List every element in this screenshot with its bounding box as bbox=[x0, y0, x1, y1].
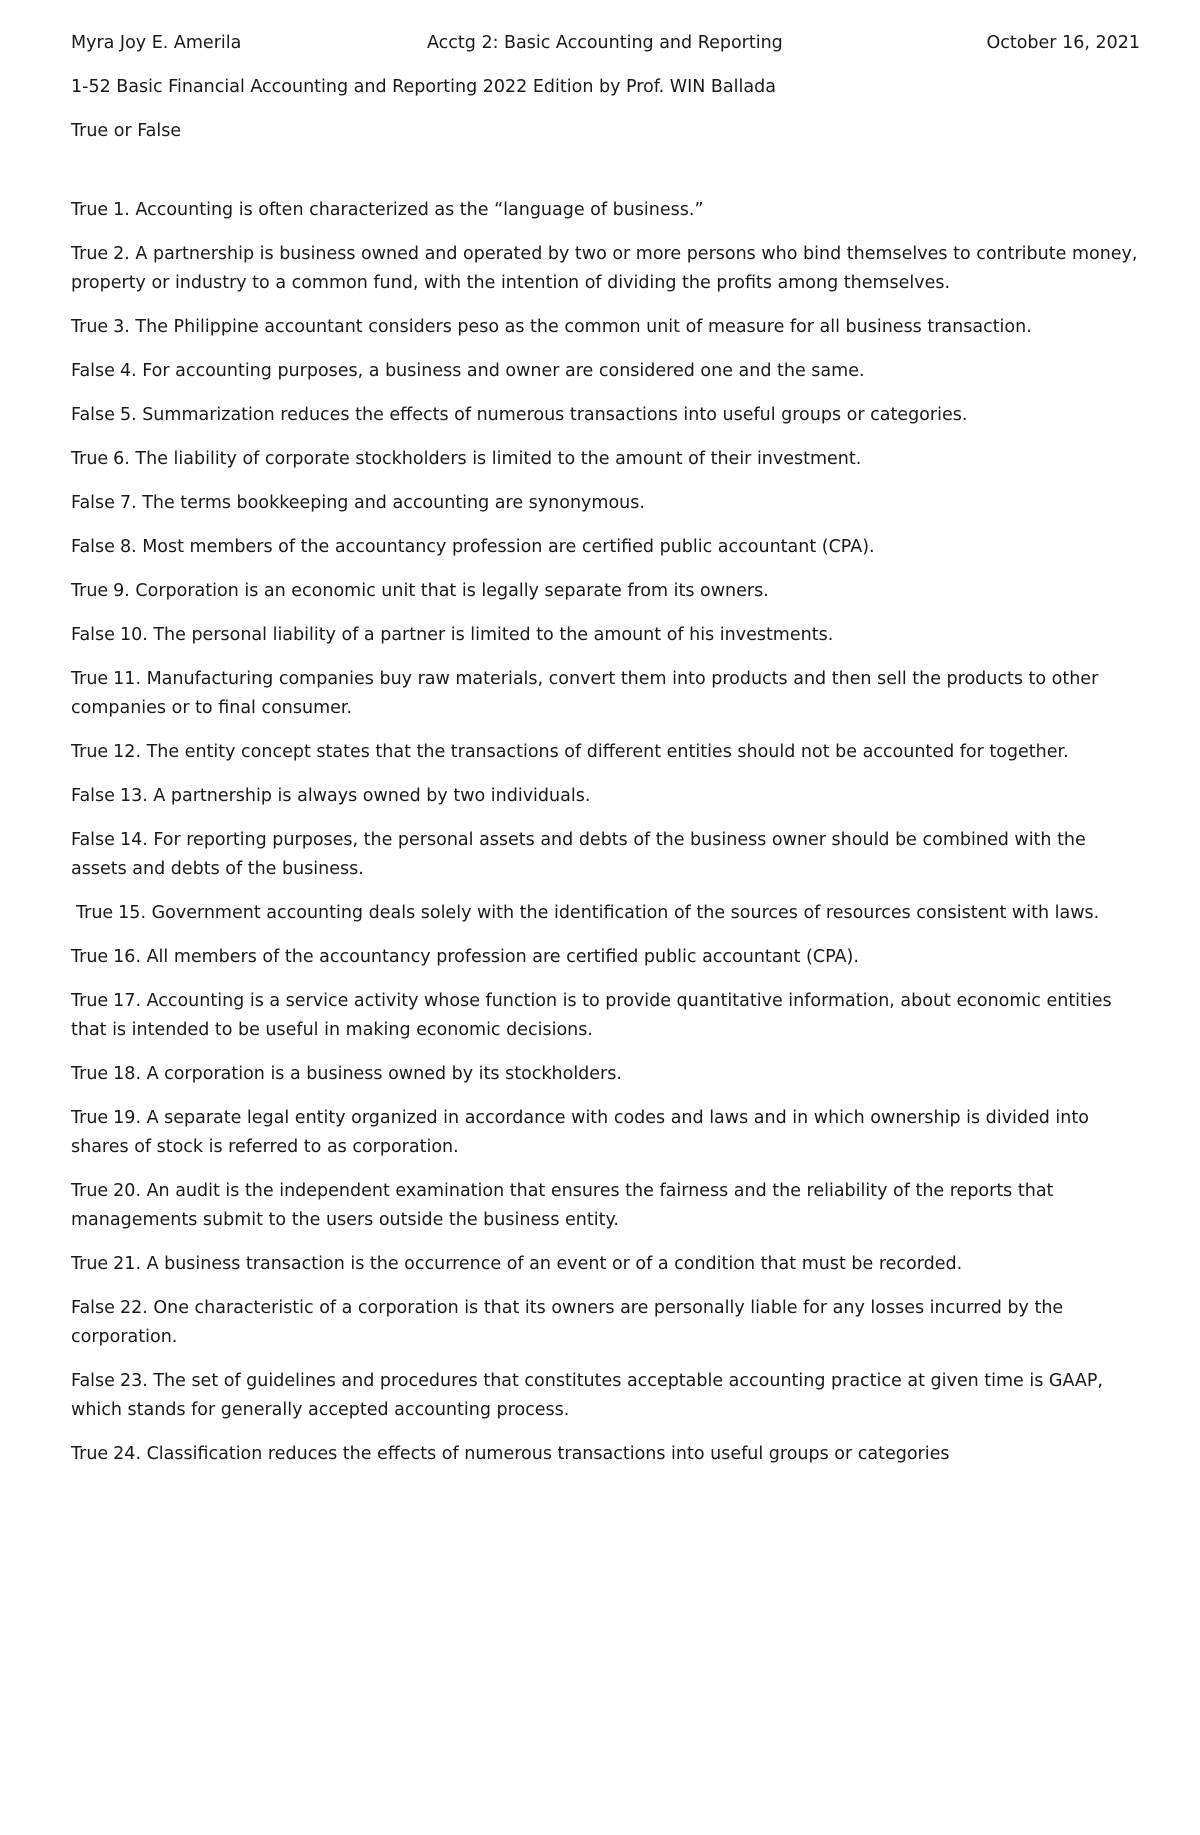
answer-label: True bbox=[71, 1064, 109, 1084]
question-text: 12. The entity concept states that the transactions of different entities should not be accounted for together. bbox=[113, 742, 1069, 762]
answer-label: True bbox=[71, 1254, 109, 1274]
page-header bbox=[71, 30, 1140, 56]
question-item bbox=[71, 357, 1140, 386]
question-text: 16. All members of the accountancy profession are certified public accountant (CPA). bbox=[113, 947, 859, 967]
question-list bbox=[71, 196, 1140, 1469]
question-text: 7. The terms bookkeeping and accounting are synonymous. bbox=[119, 493, 645, 513]
document-date: October 16, 2021 bbox=[986, 33, 1140, 53]
question-text: 9. Corporation is an economic unit that is legally separate from its owners. bbox=[113, 581, 769, 601]
source-line: 1-52 Basic Financial Accounting and Reporting 2022 Edition by Prof. WIN Ballada bbox=[71, 77, 776, 97]
question-text: 22. One characteristic of a corporation is that its owners are personally liable for any losses incurred by the corporation. bbox=[71, 1298, 1064, 1347]
question-item bbox=[71, 240, 1140, 298]
question-item bbox=[71, 1060, 1140, 1089]
answer-label: False bbox=[71, 493, 115, 513]
question-item bbox=[71, 196, 1140, 225]
question-text: 6. The liability of corporate stockholders is limited to the amount of their investment. bbox=[113, 449, 862, 469]
question-item bbox=[71, 826, 1140, 884]
question-text: 13. A partnership is always owned by two individuals. bbox=[119, 786, 591, 806]
question-item bbox=[71, 401, 1140, 430]
question-item bbox=[71, 738, 1140, 767]
question-item bbox=[71, 621, 1140, 650]
question-text: 10. The personal liability of a partner is limited to the amount of his investments. bbox=[119, 625, 834, 645]
question-item bbox=[71, 313, 1140, 342]
answer-label: True bbox=[71, 1181, 109, 1201]
question-text: 11. Manufacturing companies buy raw materials, convert them into products and then sell the products to other companies or to final consumer. bbox=[71, 669, 1099, 718]
question-text: 1. Accounting is often characterized as the “language of business.” bbox=[113, 200, 704, 220]
answer-label: False bbox=[71, 537, 115, 557]
question-item bbox=[71, 1440, 1140, 1469]
answer-label: True bbox=[71, 200, 109, 220]
question-item bbox=[71, 489, 1140, 518]
question-text: 19. A separate legal entity organized in accordance with codes and laws and in which ownership is divided into shares of stock is referred to as corporation. bbox=[71, 1108, 1089, 1157]
question-text: 8. Most members of the accountancy profession are certified public accountant (CPA). bbox=[119, 537, 875, 557]
question-item bbox=[71, 987, 1140, 1045]
question-item bbox=[71, 1104, 1140, 1162]
answer-label: True bbox=[71, 947, 109, 967]
answer-label: False bbox=[71, 1371, 115, 1391]
question-text: 18. A corporation is a business owned by its stockholders. bbox=[113, 1064, 622, 1084]
question-item bbox=[71, 577, 1140, 606]
question-text: 2. A partnership is business owned and operated by two or more persons who bind themselves to contribute money, property or industry to a common fund, with the intention of dividing the profits among themselves. bbox=[71, 244, 1138, 293]
answer-label: True bbox=[71, 742, 109, 762]
question-text: 14. For reporting purposes, the personal assets and debts of the business owner should be combined with the assets and debts of the business. bbox=[71, 830, 1086, 879]
answer-label: False bbox=[71, 830, 115, 850]
question-text: 4. For accounting purposes, a business and owner are considered one and the same. bbox=[119, 361, 865, 381]
answer-label: True bbox=[71, 1444, 109, 1464]
course-title: Acctg 2: Basic Accounting and Reporting bbox=[427, 33, 783, 53]
question-text: 5. Summarization reduces the effects of numerous transactions into useful groups or categories. bbox=[119, 405, 968, 425]
question-text: 17. Accounting is a service activity whose function is to provide quantitative information, about economic entities that is intended to be useful in making economic decisions. bbox=[71, 991, 1112, 1040]
question-item bbox=[71, 1294, 1140, 1352]
answer-label: False bbox=[71, 405, 115, 425]
question-item bbox=[71, 1177, 1140, 1235]
question-item bbox=[71, 1367, 1140, 1425]
question-text: 20. An audit is the independent examination that ensures the fairness and the reliability of the reports that managements submit to the users outside the business entity. bbox=[71, 1181, 1054, 1230]
answer-label: False bbox=[71, 1298, 115, 1318]
question-item bbox=[71, 665, 1140, 723]
answer-label: False bbox=[71, 625, 115, 645]
question-text: 24. Classification reduces the effects of numerous transactions into useful groups or categories bbox=[113, 1444, 950, 1464]
answer-label: False bbox=[71, 361, 115, 381]
question-item bbox=[71, 899, 1140, 928]
question-text: 23. The set of guidelines and procedures that constitutes acceptable accounting practice at given time is GAAP, which stands for generally accepted accounting process. bbox=[71, 1371, 1103, 1420]
question-item bbox=[71, 445, 1140, 474]
question-text: 3. The Philippine accountant considers peso as the common unit of measure for all business transaction. bbox=[113, 317, 1032, 337]
question-item bbox=[71, 782, 1140, 811]
answer-label: True bbox=[76, 903, 114, 923]
question-text: 15. Government accounting deals solely with the identification of the sources of resources consistent with laws. bbox=[118, 903, 1100, 923]
answer-label: True bbox=[71, 581, 109, 601]
question-item bbox=[71, 1250, 1140, 1279]
answer-label: False bbox=[71, 786, 115, 806]
answer-label: True bbox=[71, 317, 109, 337]
answer-label: True bbox=[71, 244, 109, 264]
question-text: 21. A business transaction is the occurrence of an event or of a condition that must be recorded. bbox=[113, 1254, 963, 1274]
answer-label: True bbox=[71, 991, 109, 1011]
answer-label: True bbox=[71, 1108, 109, 1128]
section-title: True or False bbox=[71, 121, 182, 141]
student-name: Myra Joy E. Amerila bbox=[71, 33, 242, 53]
question-item bbox=[71, 533, 1140, 562]
answer-label: True bbox=[71, 449, 109, 469]
answer-label: True bbox=[71, 669, 109, 689]
question-item bbox=[71, 943, 1140, 972]
